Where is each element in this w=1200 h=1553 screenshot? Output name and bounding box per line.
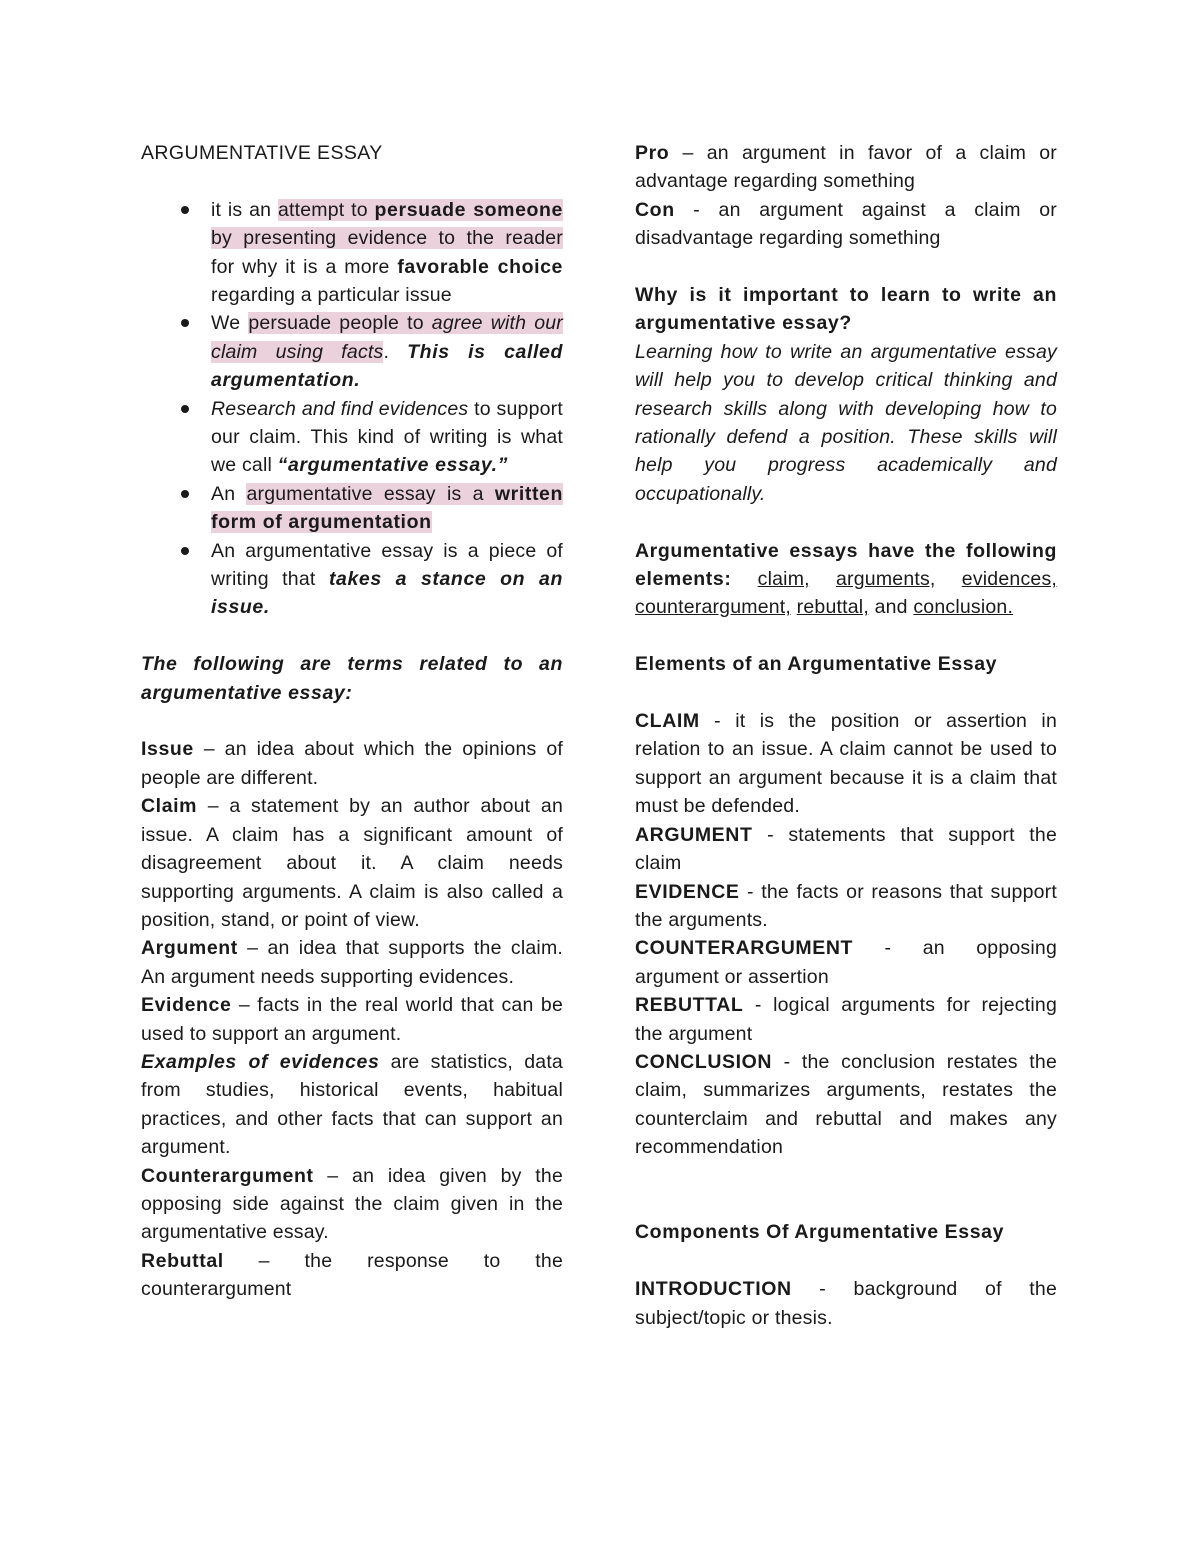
term-claim: Claim – a statement by an author about an issue. A claim has a significant amount of disagreement about it. A claim needs supporting arguments. A claim is also called a position, stand, or point of view. [141, 795, 563, 931]
why-heading: Why is it important to learn to write an argumentative essay? [635, 284, 1057, 335]
term-counterargument: Counterargument – an idea given by the opposing side against the claim given in the argumentative essay. [141, 1164, 563, 1244]
term-argument: Argument – an idea that supports the claim. An argument needs supporting evidences. [141, 937, 563, 988]
term-examples: Examples of evidences are statistics, data from studies, historical events, habitual practices, and other facts that can support an argument. [141, 1050, 563, 1159]
document-title: ARGUMENTATIVE ESSAY [141, 142, 383, 164]
bullet-item: An argumentative essay is a piece of writing that takes a stance on an issue. [211, 537, 563, 622]
bullet-item: it is an attempt to persuade someone by presenting evidence to the reader for why it is a more favorable choice regarding a particular issue [211, 196, 563, 310]
element-rebuttal: REBUTTAL - logical arguments for rejecting the argument [635, 994, 1057, 1045]
terms-heading: The following are terms related to an argumentative essay: [141, 653, 563, 704]
element-claim: CLAIM - it is the position or assertion in relation to an issue. A claim cannot be used to support an argument because it is a claim that must be defended. [635, 710, 1057, 818]
bullet-item: Research and find evidences to support our claim. This kind of writing is what we call “argumentative essay.” [211, 395, 563, 480]
components-heading: Components Of Argumentative Essay [635, 1221, 1005, 1244]
highlight: argumentative essay is a [246, 482, 495, 505]
bullet-item: An argumentative essay is a written form of argumentation [211, 480, 563, 537]
highlight: persuade someone [374, 198, 563, 221]
left-column [141, 139, 563, 1304]
element-evidence: EVIDENCE - the facts or reasons that support the arguments. [635, 880, 1057, 931]
highlight: persuade people to agree with our claim using facts [211, 312, 564, 363]
elements-heading: Elements of an Argumentative Essay [635, 653, 998, 676]
element-conclusion: CONCLUSION - the conclusion restates the claim, summarizes arguments, restates the counterclaim and rebuttal and makes any recommendation [635, 1050, 1057, 1159]
element-argument: ARGUMENT - statements that support the claim [635, 823, 1057, 875]
highlight: written form of argumentation [211, 482, 563, 534]
definition-bullets [141, 196, 563, 622]
term-con: Con - an argument against a claim or disadvantage regarding something [635, 198, 1057, 250]
term-issue: Issue – an idea about which the opinions of people are different. [141, 738, 563, 789]
term-rebuttal: Rebuttal – the response to the counterargument [141, 1249, 563, 1301]
highlight: attempt to [277, 198, 375, 221]
highlight: by presenting evidence to the reader [211, 227, 563, 250]
right-column [635, 139, 1057, 1332]
bullet-item: We persuade people to agree with our claim using facts. This is called argumentation. [211, 309, 563, 394]
term-evidence: Evidence – facts in the real world that can be used to support an argument. [141, 994, 563, 1045]
why-text: Learning how to write an argumentative essay will help you to develop critical thinking and research skills along with developing how to rationally defend a position. These skills will help you progress academically and occupationally. [635, 340, 1057, 505]
element-counterargument: COUNTERARGUMENT - an opposing argument or assertion [635, 937, 1057, 988]
elements-intro: Argumentative essays have the following elements: claim, arguments, evidences, counterargument, rebuttal, and conclusion. [635, 539, 1058, 619]
component-introduction: INTRODUCTION - background of the subject/topic or thesis. [635, 1278, 1057, 1329]
term-pro: Pro – an argument in favor of a claim or advantage regarding something [635, 142, 1057, 193]
